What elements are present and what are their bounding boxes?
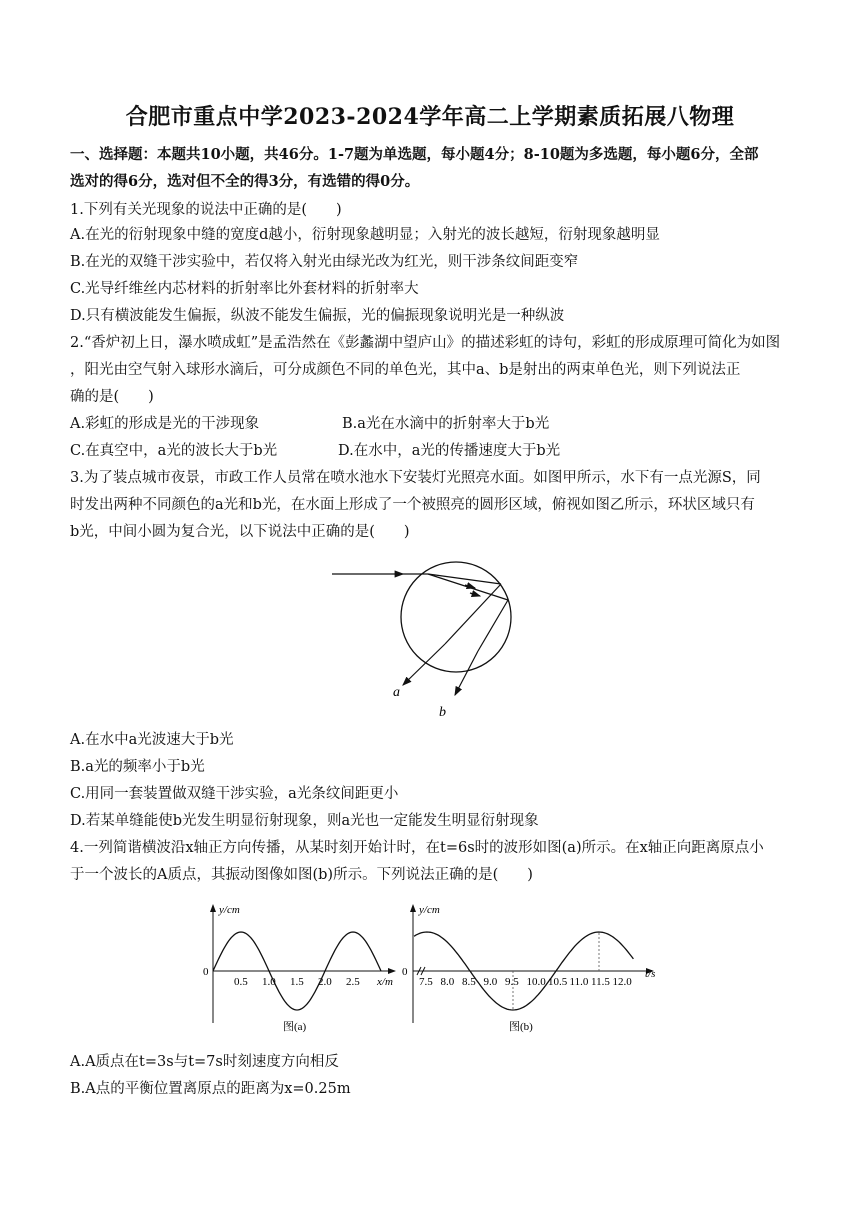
graph-b-xlabel: t/s xyxy=(645,968,656,980)
graph-a-xlabel: x/m xyxy=(377,976,393,988)
graph-b-tick-label: 12.0 xyxy=(612,976,632,988)
graph-b-origin: 0 xyxy=(402,966,408,978)
section-heading-line2: 选对的得6分，选对但不全的得3分，有选错的得0分。 xyxy=(70,173,420,190)
q3-option-c: C.用同一套装置做双缝干涉实验，a光条纹间距更小 xyxy=(70,786,399,802)
q1-option-d: D.只有横波能发生偏振，纵波不能发生偏振，光的偏振现象说明光是一种纵波 xyxy=(70,308,565,324)
q1-option-c: C.光导纤维丝内芯材料的折射率比外套材料的折射率大 xyxy=(70,281,419,297)
graph-b-tick-label: 7.5 xyxy=(419,976,433,988)
q4-option-a: A.A质点在t=3s与t=7s时刻速度方向相反 xyxy=(70,1054,339,1070)
ray-label-b: b xyxy=(439,705,446,720)
q3-stem-line2: 时发出两种不同颜色的a光和b光，在水面上形成了一个被照亮的圆形区域，俯视如图乙所示，环状区域只有 xyxy=(70,497,755,513)
q3-stem-line3: b光，中间小圆为复合光，以下说法中正确的是( ) xyxy=(70,524,410,540)
exit-ray-a xyxy=(403,644,445,685)
q2-option-c: C.在真空中，a光的波长大于b光 xyxy=(70,443,278,459)
q2-stem-line3: 确的是( ) xyxy=(70,389,154,405)
ray-label-a: a xyxy=(393,685,400,700)
graph-a-tick-label: 2.0 xyxy=(318,976,332,988)
graph-b-tick-label: 8.0 xyxy=(440,976,455,988)
q2-stem-line2: ，阳光由空气射入球形水滴后，可分成颜色不同的单色光，其中a、b是射出的两束单色光，则下列说法正 xyxy=(70,362,741,378)
q3-option-a: A.在水中a光波速大于b光 xyxy=(70,732,234,748)
q2-option-d: D.在水中，a光的传播速度大于b光 xyxy=(338,443,561,459)
graph-b-tick-label: 10.0 xyxy=(526,976,546,988)
page-title: 合肥市重点中学2023-2024学年高二上学期素质拓展八物理 xyxy=(125,104,735,130)
q2-option-a: A.彩虹的形成是光的干涉现象 xyxy=(70,416,260,432)
q3-stem-line1: 3.为了装点城市夜景，市政工作人员常在喷水池水下安装灯光照亮水面。如图甲所示，水下有一点光源S，同 xyxy=(70,470,761,486)
graph-b-ylabel: y/cm xyxy=(419,904,440,916)
graph-b-tick-label: 11.0 xyxy=(569,976,589,988)
q3-option-d: D.若某单缝能使b光发生明显衍射现象，则a光也一定能发生明显衍射现象 xyxy=(70,813,539,829)
q1-stem: 1.下列有关光现象的说法中正确的是( ) xyxy=(70,202,342,218)
graph-b-tick-label: 11.5 xyxy=(591,976,610,988)
wave-graphs xyxy=(195,893,665,1043)
graph-b-tick-label: 9.5 xyxy=(505,976,519,988)
q4-option-b: B.A点的平衡位置离原点的距离为x=0.25m xyxy=(70,1081,351,1097)
q4-stem-line2: 于一个波长的A质点，其振动图像如图(b)所示。下列说法正确的是( ) xyxy=(70,867,533,883)
exit-ray-b xyxy=(455,651,478,695)
raindrop-refraction-diagram xyxy=(325,555,525,720)
graph-a-tick-label: 1.5 xyxy=(290,976,304,988)
q1-option-b: B.在光的双缝干涉实验中，若仅将入射光由绿光改为红光，则干涉条纹间距变窄 xyxy=(70,254,579,270)
graph-a-tick-label: 1.0 xyxy=(262,976,276,988)
graph-a-caption: 图(a) xyxy=(283,1021,307,1033)
refracted-ray-b xyxy=(428,574,508,600)
section-heading-line1: 一、选择题：本题共10小题，共46分。1-7题为单选题，每小题4分；8-10题为多选题，每小题6分，全部 xyxy=(70,146,759,163)
q3-option-b: B.a光的频率小于b光 xyxy=(70,759,205,775)
water-droplet xyxy=(401,562,511,672)
graph-b-tick-label: 10.5 xyxy=(548,976,568,988)
q2-option-b: B.a光在水滴中的折射率大于b光 xyxy=(342,416,550,432)
graph-a-origin: 0 xyxy=(203,966,209,978)
q4-stem-line1: 4.一列简谐横波沿x轴正方向传播，从某时刻开始计时，在t=6s时的波形如图(a)所示。在x轴正向距离原点小 xyxy=(70,840,764,856)
q1-option-a: A.在光的衍射现象中缝的宽度d越小，衍射现象越明显；入射光的波长越短，衍射现象越明显 xyxy=(70,227,660,243)
refracted-ray-a xyxy=(428,574,501,584)
q2-stem-line1: 2.“香炉初上日，瀑水喷成虹”是孟浩然在《彭蠡湖中望庐山》的描述彩虹的诗句，彩虹的形成原理可简化为如图 xyxy=(70,335,781,351)
graph-b-tick-label: 8.5 xyxy=(462,976,476,988)
graph-a-tick-label: 2.5 xyxy=(346,976,360,988)
graph-a-tick-label: 0.5 xyxy=(234,976,248,988)
graph-b-caption: 图(b) xyxy=(509,1021,533,1033)
graph-a-ylabel: y/cm xyxy=(219,904,240,916)
graph-b-tick-label: 9.0 xyxy=(483,976,498,988)
